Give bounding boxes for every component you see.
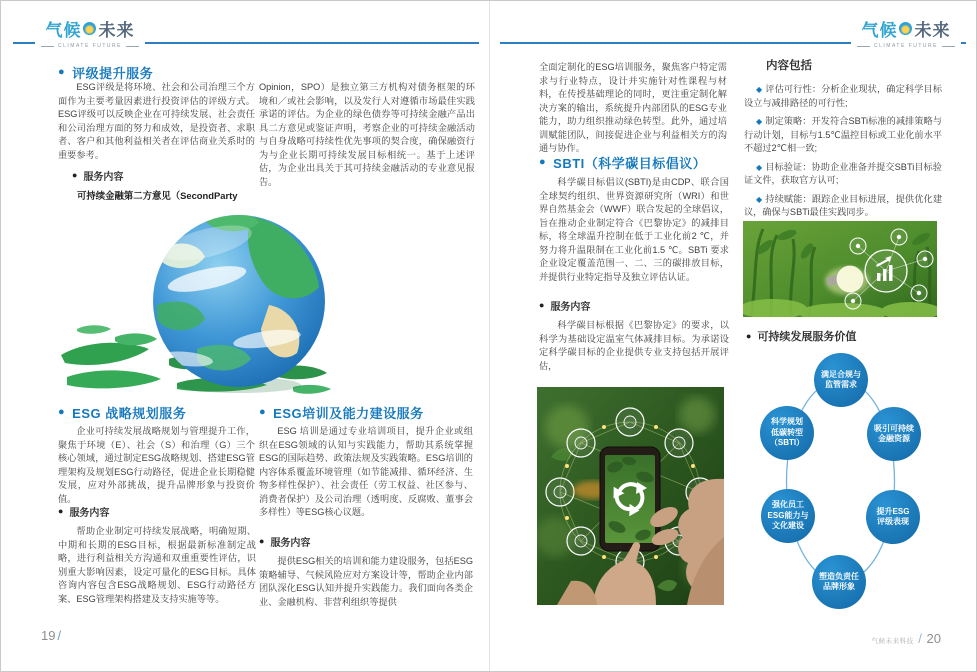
value-node-capability: 强化员工 ESG能力与 文化建设: [761, 489, 815, 543]
value-node-brand: 塑造负责任 品牌形象: [812, 555, 866, 609]
diamond-icon: ◆: [756, 85, 763, 94]
includes-title: 内容包括: [766, 60, 812, 72]
section-title-sbti: ● SBTI（科学碳目标倡议）: [539, 156, 707, 171]
bullet-dot-icon: ●: [259, 406, 267, 418]
slash-mark: /: [57, 628, 62, 643]
strategy-paragraph: 企业可持续发展战略规划与管理提升工作，聚焦于环境（E）、社会（S）和治理（G）三个核心领域，通过制定ESG战略规划、搭建ESG管理架构及规划ESG行动路径，促进企业长期稳健发展，应对外部挑战，提升品牌形象与投资价值。: [58, 426, 255, 504]
section-title-strategy: ● ESG 战略规划服务: [58, 406, 187, 421]
sbti-service-paragraph: 科学碳目标根据《巴黎协定》的要求，以科学为基础设定温室气体减排目标。为承诺设定科学碳目标的企业提供专业支持包括开展评估，: [539, 320, 729, 371]
strategy-service-paragraph: 帮助企业制定可持续发展战略，明确短期、中期和长期的ESG目标，根据最新标准制定战略，进行利益相关方沟通和双重重要性评估，识别重大影响因素，设定可量化的ESG目标。具体咨询内容包含ESG战略规划、ESG行动路径方案、ESG管理架构搭建及支持实施等等。: [58, 526, 256, 604]
rating-bold-line: 可持续金融第二方意见（SecondParty: [77, 190, 238, 201]
logo-dash: [857, 46, 870, 47]
service-content-subhead: ● 服务内容: [72, 170, 124, 183]
diamond-icon: ◆: [756, 194, 763, 204]
service-content-subhead: ● 服务内容: [259, 536, 311, 549]
bullet-dot-icon: ●: [72, 170, 78, 180]
sbti-paragraph: 科学碳目标倡议(SBTI)是由CDP、联合国全球契约组织、世界资源研究所（WRI）和世界自然基金会（WWF）联合发起的全球倡议，旨在推动企业制定符合《巴黎协定》的减排目标，将全球温升控制在低于工业化前2 ℃，并努力将升温限制在工业化前1.5 ℃。SBTi 要求企业设定覆盖范围一、二、三的碳排放目标，并提供行业特定指导及独立评估认证。: [539, 177, 729, 282]
rating-paragraph: ESG评级是将环境、社会和公司治理三个方面作为主要考量因素进行投资评估的评级方式。ESG评级可以反映企业在可持续发展、社会责任和公司治理方面的努力和成效，是投资者、求职者、客户和其他利益相关者在评估商业关系时的重要参考。: [58, 82, 255, 160]
brand-name-part2: 未来: [98, 21, 135, 40]
lightbulb-icon: [83, 22, 96, 35]
bullet-dot-icon: ●: [259, 536, 265, 546]
bullet-dot-icon: ●: [58, 66, 66, 78]
training-paragraph: ESG 培训是通过专业培训项目，提升企业或组织在ESG领域的认知与实践能力，帮助其系统掌握ESG的国际趋势、政策法规及实践策略。ESG培训的内容体系覆盖环境管理（如节能减排、循环经济、生物多样性保护）、社会责任（劳工权益、社区参与、消费者保护）及公司治理（透明度、反腐败、董事会多样性）等ESG核心议题。: [259, 426, 473, 517]
page-number-left: 19 /: [41, 628, 62, 643]
brand-name-part1: 气候: [45, 21, 82, 40]
rating-continuation-paragraph: Opinion，SPO）是独立第三方机构对债务框架的环境和／或社会影响，以及发行人对遵循市场最佳实践承诺的评估。为企业的绿色债券等可持续金融产品出具二方意见或鉴证声明，考察企业的可持续金融活动与自身战略可持续性优先事项的契合度，确保融资行为与企业长期可持续发展目标相统一。基于上述评估，为企业出具关于其可持续金融活动的专业意见报告。: [259, 82, 475, 187]
includes-item: ◆ 目标验证：协助企业准备并提交SBTi目标验证文件，获取官方认可;: [744, 161, 942, 185]
includes-list: [744, 83, 942, 225]
training-intro-paragraph: 全面定制化的ESG培训服务，聚焦客户特定需求与行业特点，设计并实施针对性课程与材料，在传授基础理论的同时，更注重定制化解决方案的输出，系统提升内部团队的ESG专业能力，助力组织推动绿色转型。此外，通过培训赋能团队，间接促进企业与利益相关方的沟通与协作。: [539, 62, 727, 153]
brand-logo: [35, 14, 145, 51]
page-spine-divider: [489, 1, 490, 671]
lightbulb-icon: [899, 22, 912, 35]
service-content-subhead: ● 服务内容: [539, 300, 591, 313]
section-title-training: ● ESG培训及能力建设服务: [259, 406, 424, 421]
logo-dash: [41, 46, 54, 47]
value-diagram-title: ● 可持续发展服务价值: [746, 330, 857, 343]
value-node-finance: 吸引可持续 金融资源: [867, 407, 921, 461]
brand-tagline: CLIMATE FUTURE: [874, 43, 938, 49]
bullet-dot-icon: ●: [746, 330, 752, 341]
diamond-icon: ◆: [756, 162, 763, 172]
value-diagram: [726, 343, 956, 609]
brand-name-part2: 未来: [914, 21, 951, 40]
value-node-compliance: 满足合规与 监管需求: [814, 353, 868, 407]
bullet-dot-icon: ●: [539, 300, 545, 310]
bullet-dot-icon: ●: [58, 506, 64, 516]
page-number-right: 气候未来科技 / 20: [871, 631, 941, 646]
section-title-rating: ● 评级提升服务: [58, 66, 154, 81]
bullet-dot-icon: ●: [58, 406, 66, 418]
phone-eco-illustration: [537, 387, 724, 605]
slash-mark: /: [918, 631, 922, 646]
includes-item: ◆ 持续赋能：跟踪企业目标进展，提供优化建议，确保与SBTi最佳实践同步。: [744, 193, 943, 217]
value-node-rating: 提升ESG 评级表现: [866, 490, 920, 544]
logo-dash: [126, 46, 139, 47]
brand-logo: [851, 14, 961, 51]
brand-name-part1: 气候: [861, 21, 898, 40]
includes-item: ◆ 制定策略：开发符合SBTi标准的减排策略与行动计划，目标与1.5℃温控目标或工业化前水平不超过2℃相一致;: [744, 116, 942, 153]
includes-item: ◆ 评估可行性：分析企业现状，确定科学目标设立与减排路径的可行性;: [744, 84, 943, 108]
brand-tagline: CLIMATE FUTURE: [58, 43, 122, 49]
bulb-grass-illustration: [743, 221, 937, 317]
diamond-icon: ◆: [756, 117, 763, 126]
training-service-paragraph: 提供ESG相关的培训和能力建设服务，包括ESG策略辅导、气候风险应对方案设计等，帮助企业内部团队深化ESG认知并提升实践能力。我们面向各类企业、金融机构、非营利组织等提供: [259, 556, 473, 607]
logo-dash: [942, 46, 955, 47]
value-node-sbti-planning: 科学规划 低碳转型 （SBTI）: [760, 406, 814, 460]
service-content-subhead: ● 服务内容: [58, 506, 110, 519]
earth-illustration: [57, 209, 333, 395]
bullet-dot-icon: ●: [539, 156, 547, 168]
